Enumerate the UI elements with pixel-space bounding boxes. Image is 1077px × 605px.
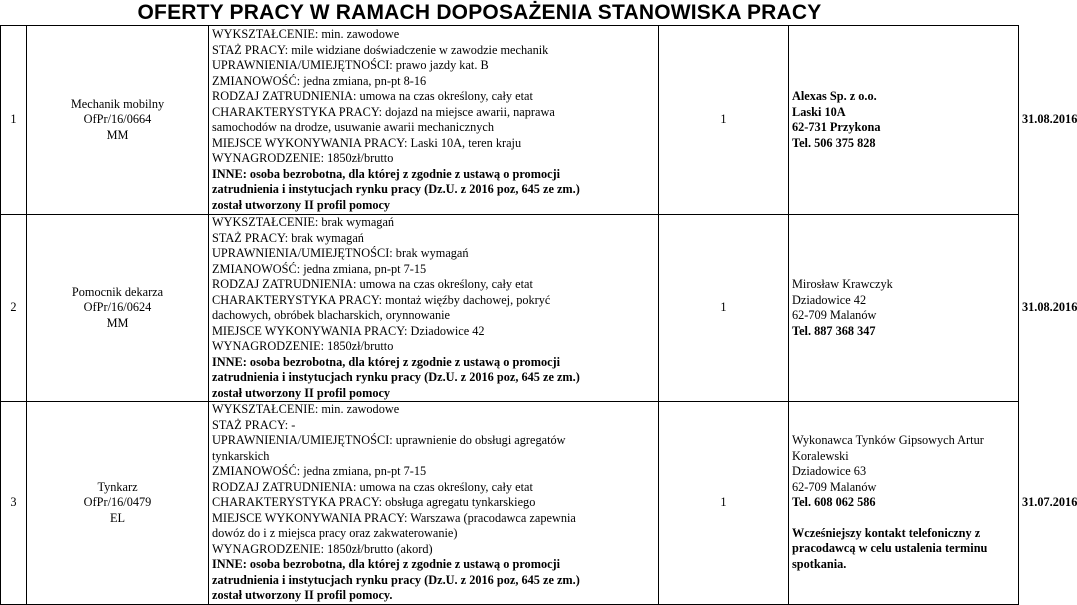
advisor-initials: MM	[106, 127, 129, 142]
offer-number: 1	[1, 26, 27, 215]
detail-line: został utworzony II profil pomocy	[212, 385, 391, 400]
detail-line: samochodów na drodze, usuwanie awarii mechanicznych	[212, 120, 495, 134]
position-cell	[27, 215, 209, 402]
employer-line: 62-731 Przykona	[792, 120, 881, 134]
offer-row: 2 Pomocnik dekarza OfPr/16/0624 MM WYKSZTAŁCENIE: brak wymagań STAŻ PRACY: brak wymagań UPRAWNIENIA/UMIEJĘTNOŚCI: brak wymagań ZMIANOWOŚĆ: jedna zmiana, pn-pt 7-15 RODZAJ ZATRUDNIENIA: umowa na czas określony, cały etat CHARAKTERYSTYKA PRACY: montaż więźby dachowej, pokryć dachowych, obróbek blacharskich, orynnowanie MIEJSCE WYKONYWANIA PRACY: Dziadowice 42 WYNAGRODZENIE: 1850zł/brutto INNE: osoba bezrobotna, dla której z zgodnie z ustawą o promocji zatrudnienia i instytucjach rynku pracy (Dz.U. z 2016 poz, 645 ze zm.) został utworzony II profil pomocy 1 Mirosław Krawczyk Dziadowice 42 62-709 Malanów Tel. 887 368 347 31.08.2016	[1, 215, 1019, 402]
detail-line: dachowych, obróbek blacharskich, orynnowanie	[212, 308, 450, 322]
employer-line: Mirosław Krawczyk	[792, 277, 893, 291]
detail-line: INNE: osoba bezrobotna, dla której z zgodnie z ustawą o promocji	[212, 166, 561, 181]
employer-line: Tel. 608 062 586	[792, 495, 876, 510]
detail-line: UPRAWNIENIA/UMIEJĘTNOŚCI: prawo jazdy kat. B	[212, 58, 489, 72]
offer-reference: OfPr/16/0624	[83, 300, 152, 315]
advisor-initials: EL	[109, 510, 126, 525]
position-cell	[27, 402, 209, 605]
offer-row: 3 Tynkarz OfPr/16/0479 EL WYKSZTAŁCENIE: min. zawodowe STAŻ PRACY: - UPRAWNIENIA/UMIEJĘTNOŚCI: uprawnienie do obsługi agregatów tynkarskich ZMIANOWOŚĆ: jedna zmiana, pn-pt 7-15 RODZAJ ZATRUDNIENIA: umowa na czas określony, cały etat CHARAKTERYSTYKA PRACY: obsługa agregatu tynkarskiego MIEJSCE WYKONYWANIA PRACY: Warszawa (pracodawca zapewnia dowóz do i z miejsca pracy oraz zakwaterowanie) WYNAGRODZENIE: 1850zł/brutto (akord) INNE: osoba bezrobotna, dla której z zgodnie z ustawą o promocji zatrudnienia i instytucjach rynku pracy (Dz.U. z 2016 poz, 645 ze zm.) został utworzony II profil pomocy. 1 Wykonawca Tynków Gipsowych Artur Koralewski Dziadowice 63 62-709 Malanów Tel. 608 062 586 Wcześniejszy kontakt telefoniczny z pracodawcą w celu ustalenia terminu spotkania. 31.07.2016	[1, 402, 1019, 605]
offer-details-cell	[209, 402, 659, 605]
employer-line	[792, 511, 1015, 526]
detail-line: CHARAKTERYSTYKA PRACY: dojazd na miejsce awarii, naprawa	[212, 104, 555, 119]
offer-reference: OfPr/16/0479	[83, 495, 152, 509]
detail-line: został utworzony II profil pomocy	[212, 197, 391, 212]
employer-line: Dziadowice 42	[792, 292, 867, 307]
offer-reference: OfPr/16/0664	[83, 112, 152, 127]
detail-line: WYKSZTAŁCENIE: min. zawodowe	[212, 402, 400, 416]
offer-details-cell	[209, 215, 659, 402]
employer-line: Dziadowice 63	[792, 464, 867, 479]
detail-line: WYNAGRODZENIE: 1850zł/brutto (akord)	[212, 541, 433, 556]
employer-cell	[789, 402, 1019, 605]
detail-line: WYKSZTAŁCENIE: brak wymagań	[212, 215, 395, 229]
employer-line: pracodawcą w celu ustalenia terminu	[792, 541, 988, 556]
detail-line: UPRAWNIENIA/UMIEJĘTNOŚCI: brak wymagań	[212, 246, 469, 260]
detail-line: ZMIANOWOŚĆ: jedna zmiana, pn-pt 7-15	[212, 261, 427, 276]
employer-line: Laski 10A	[792, 104, 846, 119]
positions-count: 1	[659, 215, 789, 402]
employer-line: 62-709 Malanów	[792, 308, 877, 322]
employer-line: Wykonawca Tynków Gipsowych Artur	[792, 433, 984, 448]
detail-line: STAŻ PRACY: brak wymagań	[212, 230, 364, 245]
employer-line: spotkania.	[792, 556, 847, 571]
employer-cell	[789, 215, 1019, 402]
offer-details-cell	[209, 26, 659, 215]
detail-line: dowóz do i z miejsca pracy oraz zakwaterowanie)	[212, 526, 458, 540]
detail-line: INNE: osoba bezrobotna, dla której z zgodnie z ustawą o promocji	[212, 354, 561, 369]
detail-line: MIEJSCE WYKONYWANIA PRACY: Warszawa (pracodawca zapewnia	[212, 510, 576, 525]
detail-line: RODZAJ ZATRUDNIENIA: umowa na czas określony, cały etat	[212, 479, 533, 494]
employer-line: Tel. 887 368 347	[792, 323, 876, 338]
positions-count: 1	[659, 402, 789, 605]
detail-line: tynkarskich	[212, 448, 270, 463]
employer-line: Koralewski	[792, 448, 849, 463]
detail-line: RODZAJ ZATRUDNIENIA: umowa na czas określony, cały etat	[212, 277, 533, 291]
detail-line: UPRAWNIENIA/UMIEJĘTNOŚCI: uprawnienie do obsługi agregatów	[212, 433, 566, 447]
position-title: Tynkarz	[97, 479, 138, 494]
offer-number: 3	[1, 402, 27, 605]
detail-line: WYKSZTAŁCENIE: min. zawodowe	[212, 27, 400, 41]
employer-line: Tel. 506 375 828	[792, 135, 876, 150]
offer-number: 2	[1, 215, 27, 402]
detail-line: zatrudnienia i instytucjach rynku pracy (Dz.U. z 2016 poz, 645 ze zm.)	[212, 572, 580, 587]
detail-line: STAŻ PRACY: mile widziane doświadczenie w zawodzie mechanik	[212, 42, 549, 57]
job-offers-table	[0, 25, 1077, 605]
detail-line: WYNAGRODZENIE: 1850zł/brutto	[212, 151, 394, 165]
employer-line: 62-709 Malanów	[792, 479, 877, 494]
employer-cell	[789, 26, 1019, 215]
detail-line: INNE: osoba bezrobotna, dla której z zgodnie z ustawą o promocji	[212, 557, 561, 571]
employer-line: Alexas Sp. z o.o.	[792, 89, 877, 103]
employer-line: Wcześniejszy kontakt telefoniczny z	[792, 525, 981, 540]
detail-line: zatrudnienia i instytucjach rynku pracy (Dz.U. z 2016 poz, 645 ze zm.)	[212, 182, 580, 196]
detail-line: CHARAKTERYSTYKA PRACY: montaż więźby dachowej, pokryć	[212, 292, 551, 307]
positions-count: 1	[659, 26, 789, 215]
position-cell	[27, 26, 209, 215]
detail-line: został utworzony II profil pomocy.	[212, 588, 393, 602]
offer-row: 1 Mechanik mobilny OfPr/16/0664 MM WYKSZTAŁCENIE: min. zawodowe STAŻ PRACY: mile widziane doświadczenie w zawodzie mechanik UPRAWNIENIA/UMIEJĘTNOŚCI: prawo jazdy kat. B ZMIANOWOŚĆ: jedna zmiana, pn-pt 8-16 RODZAJ ZATRUDNIENIA: umowa na czas określony, cały etat CHARAKTERYSTYKA PRACY: dojazd na miejsce awarii, naprawa samochodów na drodze, usuwanie awarii mechanicznych MIEJSCE WYKONYWANIA PRACY: Laski 10A, teren kraju WYNAGRODZENIE: 1850zł/brutto INNE: osoba bezrobotna, dla której z zgodnie z ustawą o promocji zatrudnienia i instytucjach rynku pracy (Dz.U. z 2016 poz, 645 ze zm.) został utworzony II profil pomocy 1 Alexas Sp. z o.o. Laski 10A 62-731 Przykona Tel. 506 375 828 31.08.2016	[1, 26, 1019, 215]
detail-line: ZMIANOWOŚĆ: jedna zmiana, pn-pt 8-16	[212, 73, 427, 88]
detail-line: WYNAGRODZENIE: 1850zł/brutto	[212, 339, 394, 353]
position-title: Mechanik mobilny	[70, 96, 165, 111]
detail-line: MIEJSCE WYKONYWANIA PRACY: Laski 10A, teren kraju	[212, 135, 522, 150]
detail-line: CHARAKTERYSTYKA PRACY: obsługa agregatu tynkarskiego	[212, 495, 536, 509]
detail-line: ZMIANOWOŚĆ: jedna zmiana, pn-pt 7-15	[212, 464, 427, 478]
detail-line: zatrudnienia i instytucjach rynku pracy (Dz.U. z 2016 poz, 645 ze zm.)	[212, 370, 580, 384]
detail-line: MIEJSCE WYKONYWANIA PRACY: Dziadowice 42	[212, 323, 485, 338]
page-title: OFERTY PRACY W RAMACH DOPOSAŻENIA STANOWISKA PRACY	[137, 1, 822, 24]
detail-line: RODZAJ ZATRUDNIENIA: umowa na czas określony, cały etat	[212, 89, 533, 103]
position-title: Pomocnik dekarza	[71, 284, 164, 299]
advisor-initials: MM	[106, 315, 129, 330]
detail-line: STAŻ PRACY: -	[212, 417, 296, 432]
